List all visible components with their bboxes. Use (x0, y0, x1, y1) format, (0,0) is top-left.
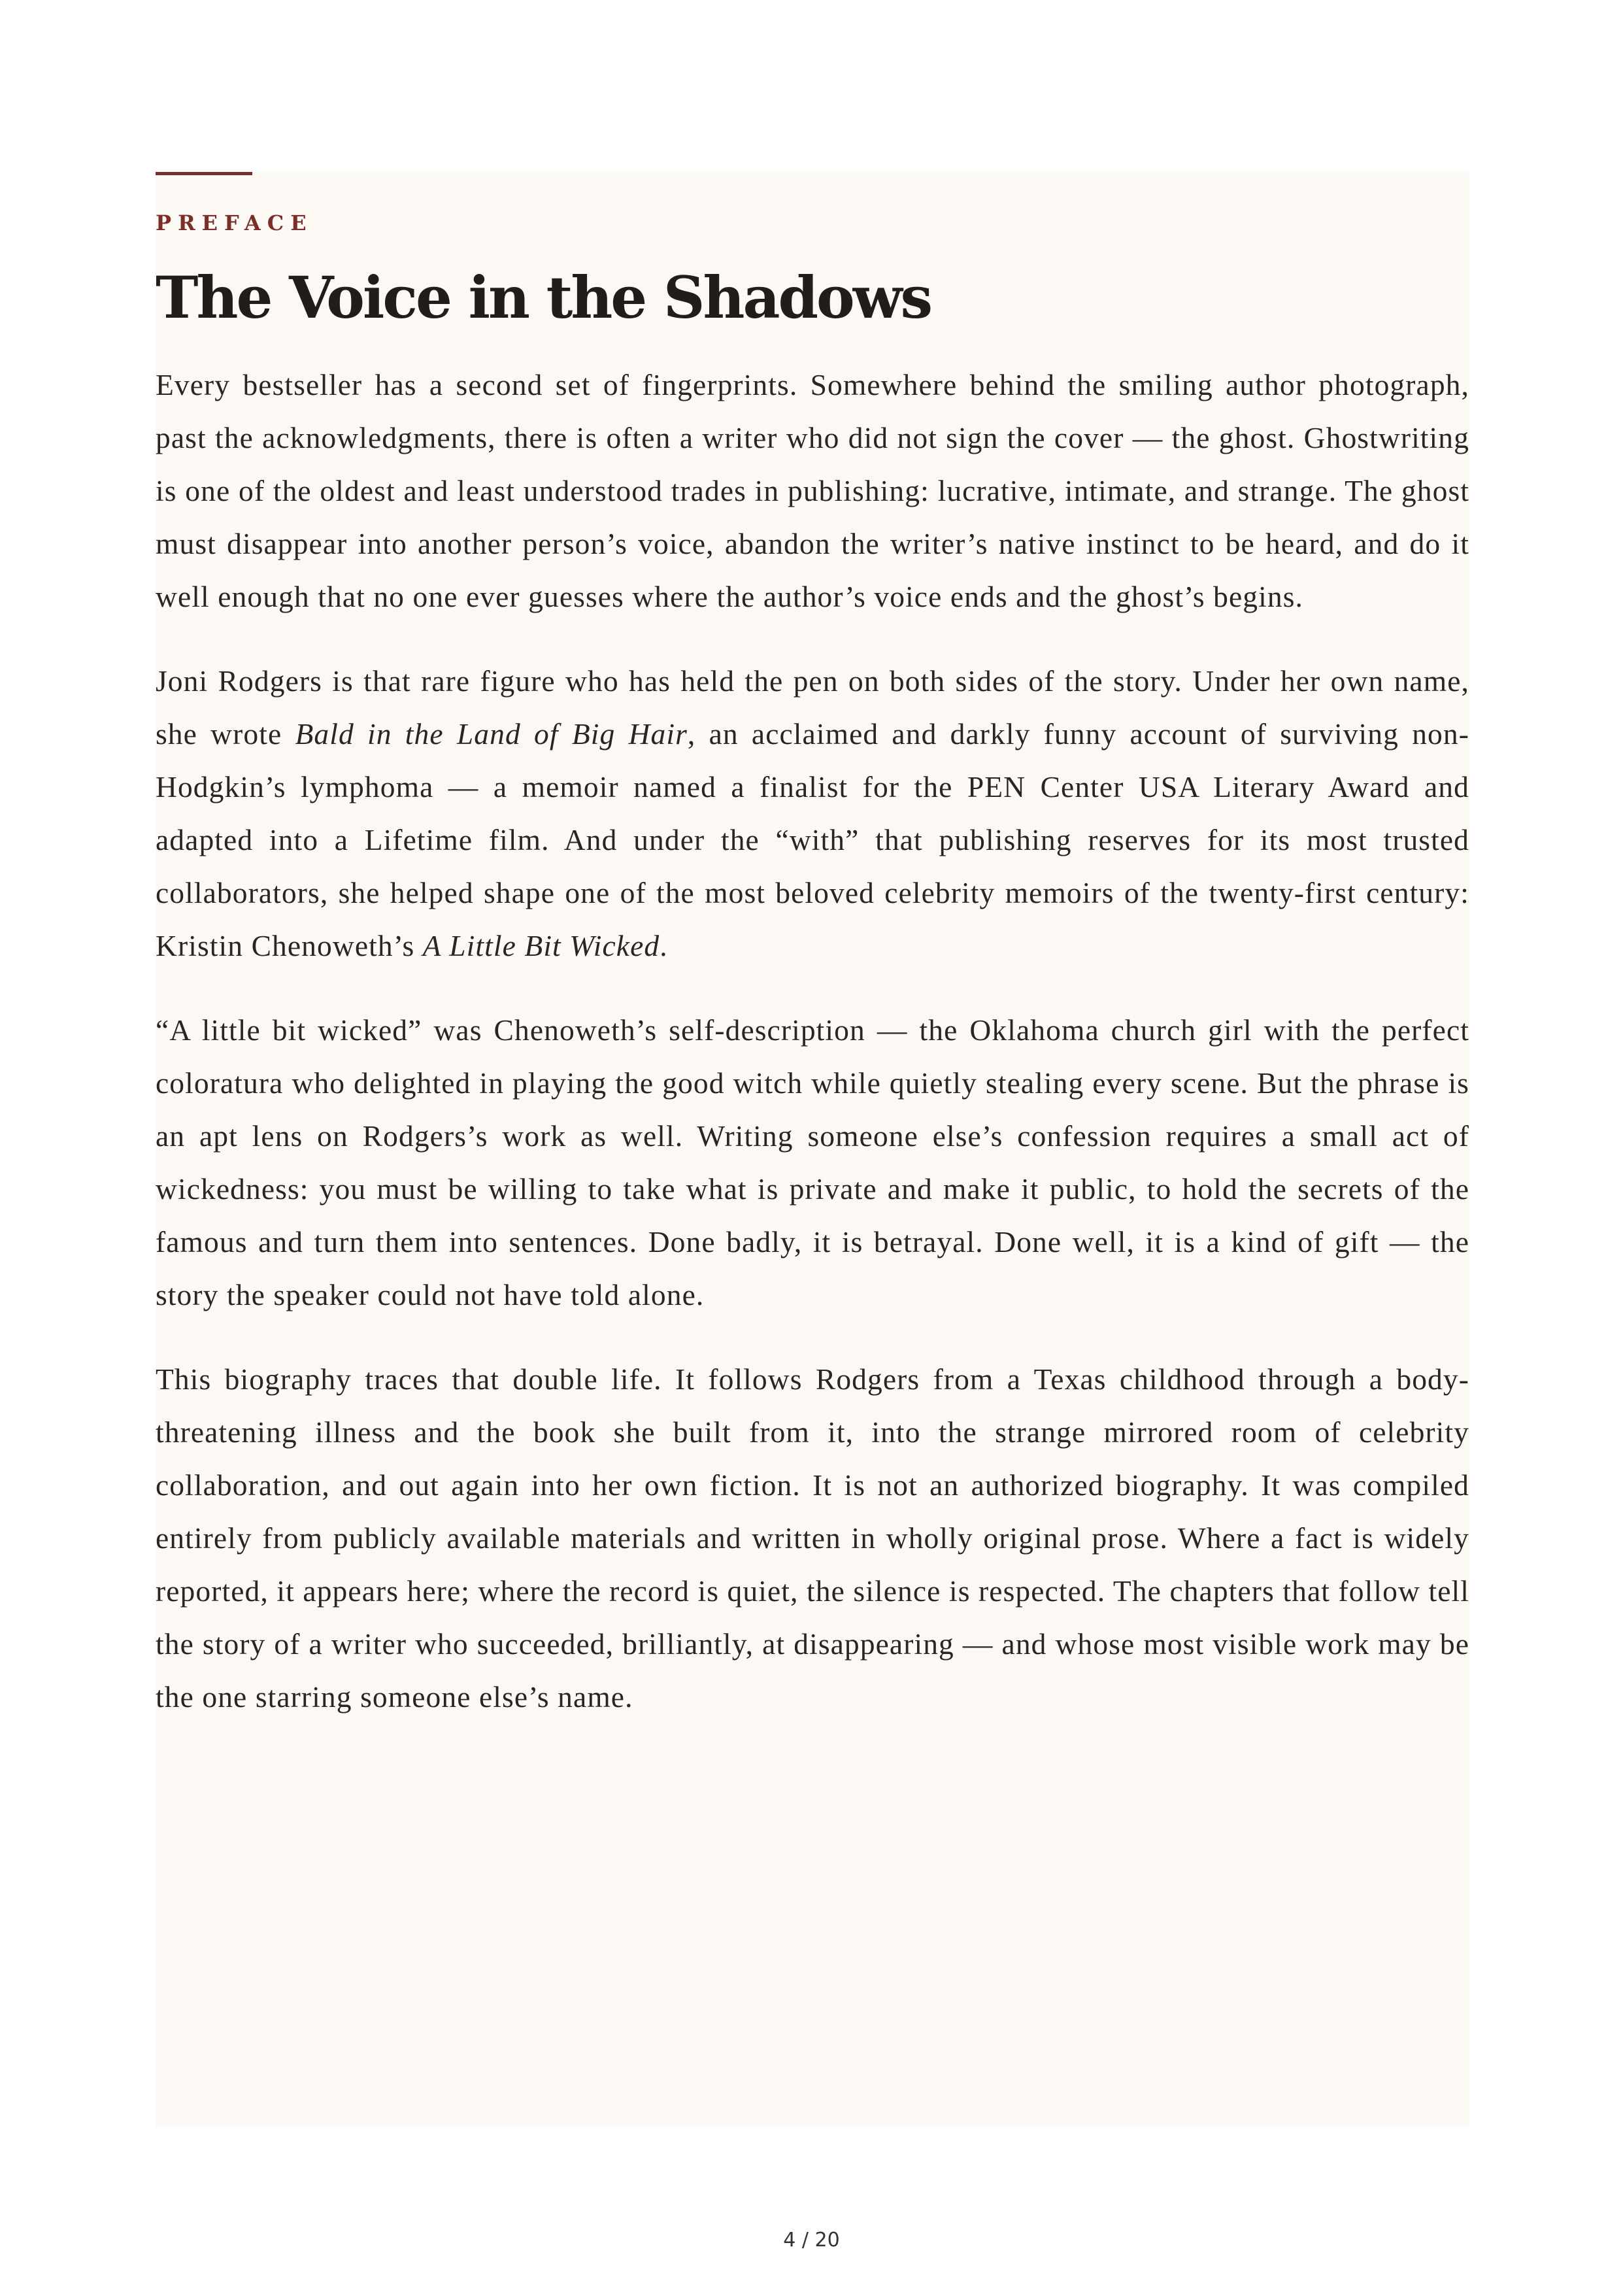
book-title-bald: Bald in the Land of Big Hair (295, 717, 688, 751)
page-title: The Voice in the Shadows (156, 263, 931, 331)
paragraph-2 (156, 654, 1469, 972)
paragraph-4: This biography traces that double life. It follows Rodgers from a Texas childhood through a body-threatening illness and the book she built from it, into the strange mirrored room of celebrity collaboration, and out again into her own fiction. It is not an authorized biography. It was compiled entirely from publicly available materials and written in wholly original prose. Where a fact is widely reported, it appears here; where the record is quiet, the silence is respected. The chapters that follow tell the story of a writer who succeeded, brilliantly, at disappearing — and whose most visible work may be the one starring someone else’s name. (156, 1362, 1469, 1714)
paragraph-2-text-a: Joni Rodgers is that rare figure who has held the pen on both sides of the story. Under her own name, she wrote (156, 664, 1469, 751)
paragraph-1: Every bestseller has a second set of fingerprints. Somewhere behind the smiling author photograph, past the acknowledgments, there is often a writer who did not sign the cover — the ghost. Ghostwriting is one of the oldest and least understood trades in publishing: lucrative, intimate, and strange. The ghost must disappear into another person’s voice, abandon the writer’s native instinct to be heard, and do it well enough that no one ever guesses where the author’s voice ends and the ghost’s begins. (156, 367, 1469, 613)
section-label: PREFACE (156, 211, 313, 235)
paragraph-2-text-c: . (660, 928, 668, 962)
paragraph-3: “A little bit wicked” was Chenoweth’s self-description — the Oklahoma church girl with the perfect coloratura who delighted in playing the good witch while quietly stealing every scene. But the phrase is an apt lens on Rodgers’s work as well. Writing someone else’s confession requires a small act of wickedness: you must be willing to take what is private and make it public, to hold the secrets of the famous and turn them into sentences. Done badly, it is betrayal. Done well, it is a kind of gift — the story the speaker could not have told alone. (156, 1013, 1469, 1311)
page-number: 4 / 20 (783, 2229, 840, 2252)
book-title-wicked: A Little Bit Wicked (422, 928, 660, 962)
body-text (156, 358, 1469, 1723)
preface-section (156, 172, 1469, 1755)
paragraph-2-text-b: , an acclaimed and darkly funny account of surviving non-Hodgkin’s lymphoma — a memoir named a finalist for the PEN Center USA Literary Award and adapted into a Lifetime film. And under the “with” that publishing reserves for its most trusted collaborators, she helped shape one of the most beloved celebrity memoirs of the twenty-first century: Kristin Chenoweth’s (156, 717, 1469, 962)
